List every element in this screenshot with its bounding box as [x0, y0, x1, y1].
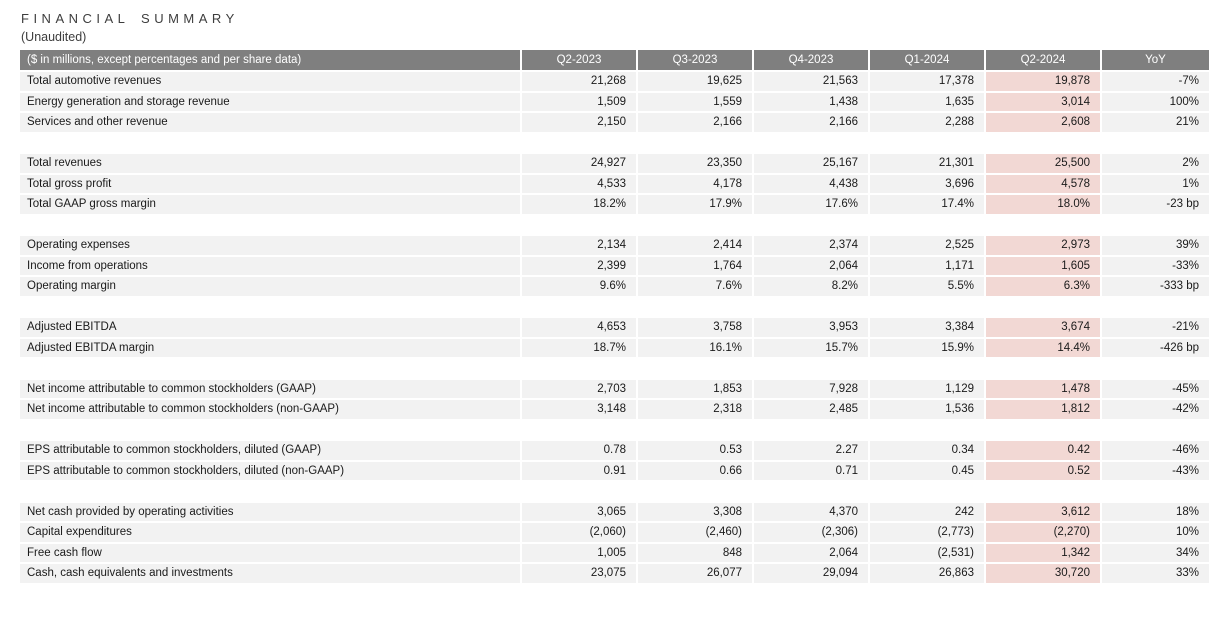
value-cell: 100%: [1102, 93, 1209, 112]
value-cell-highlighted: 4,578: [986, 175, 1100, 194]
table-body: [20, 72, 1199, 583]
value-cell: 18%: [1102, 503, 1209, 522]
table-row: [20, 236, 1199, 255]
table-row: [20, 523, 1199, 542]
value-cell-highlighted: 3,674: [986, 318, 1100, 337]
table-row: [20, 503, 1199, 522]
table-row: [20, 462, 1199, 481]
value-cell: 5.5%: [870, 277, 984, 296]
value-cell: 18.7%: [522, 339, 636, 358]
value-cell: -46%: [1102, 441, 1209, 460]
header-col-q2-2023: Q2-2023: [522, 50, 636, 70]
value-cell: 1,129: [870, 380, 984, 399]
value-cell: 2,166: [754, 113, 868, 132]
value-cell: -426 bp: [1102, 339, 1209, 358]
row-label-cell: Total revenues: [20, 154, 520, 173]
value-cell: 21,301: [870, 154, 984, 173]
value-cell: 1,764: [638, 257, 752, 276]
value-cell: 24,927: [522, 154, 636, 173]
value-cell: 2%: [1102, 154, 1209, 173]
value-cell: 3,953: [754, 318, 868, 337]
value-cell: 8.2%: [754, 277, 868, 296]
value-cell-highlighted: 18.0%: [986, 195, 1100, 214]
row-label-cell: EPS attributable to common stockholders, diluted (non-GAAP): [20, 462, 520, 481]
value-cell: 2,288: [870, 113, 984, 132]
value-cell: 4,370: [754, 503, 868, 522]
value-cell: -42%: [1102, 400, 1209, 419]
value-cell: (2,060): [522, 523, 636, 542]
value-cell-highlighted: 25,500: [986, 154, 1100, 173]
value-cell: 4,178: [638, 175, 752, 194]
value-cell: 0.34: [870, 441, 984, 460]
value-cell: 23,075: [522, 564, 636, 583]
value-cell: 2.27: [754, 441, 868, 460]
value-cell: 1,171: [870, 257, 984, 276]
table-row: [20, 175, 1199, 194]
header-col-q2-2024: Q2-2024: [986, 50, 1100, 70]
row-label-cell: Total gross profit: [20, 175, 520, 194]
value-cell: 15.7%: [754, 339, 868, 358]
table-row: [20, 441, 1199, 460]
value-cell: 2,703: [522, 380, 636, 399]
value-cell: 17,378: [870, 72, 984, 91]
value-cell: 2,399: [522, 257, 636, 276]
value-cell-highlighted: 19,878: [986, 72, 1100, 91]
value-cell-highlighted: 6.3%: [986, 277, 1100, 296]
row-label-cell: Adjusted EBITDA margin: [20, 339, 520, 358]
value-cell: 18.2%: [522, 195, 636, 214]
value-cell: 2,166: [638, 113, 752, 132]
spacer-row: [20, 359, 1199, 378]
value-cell: 0.91: [522, 462, 636, 481]
value-cell: (2,460): [638, 523, 752, 542]
value-cell: 2,414: [638, 236, 752, 255]
value-cell: (2,531): [870, 544, 984, 563]
table-row: [20, 544, 1199, 563]
table-header-row: [20, 50, 1199, 70]
spacer-row: [20, 134, 1199, 153]
value-cell: 0.71: [754, 462, 868, 481]
row-label-cell: EPS attributable to common stockholders, diluted (GAAP): [20, 441, 520, 460]
value-cell: 21,268: [522, 72, 636, 91]
header-col-q1-2024: Q1-2024: [870, 50, 984, 70]
value-cell: 1,005: [522, 544, 636, 563]
row-label-cell: Operating expenses: [20, 236, 520, 255]
table-row: [20, 113, 1199, 132]
value-cell-highlighted: 3,612: [986, 503, 1100, 522]
value-cell: 2,525: [870, 236, 984, 255]
value-cell: 21,563: [754, 72, 868, 91]
value-cell: 21%: [1102, 113, 1209, 132]
value-cell-highlighted: 1,478: [986, 380, 1100, 399]
value-cell: -43%: [1102, 462, 1209, 481]
value-cell: 3,696: [870, 175, 984, 194]
financial-table: [20, 50, 1199, 585]
value-cell: 0.45: [870, 462, 984, 481]
header-col-q4-2023: Q4-2023: [754, 50, 868, 70]
value-cell: 1,559: [638, 93, 752, 112]
value-cell: 0.66: [638, 462, 752, 481]
value-cell: 3,065: [522, 503, 636, 522]
value-cell-highlighted: 30,720: [986, 564, 1100, 583]
value-cell: 2,064: [754, 257, 868, 276]
row-label-cell: Income from operations: [20, 257, 520, 276]
value-cell: 7,928: [754, 380, 868, 399]
row-label-cell: Cash, cash equivalents and investments: [20, 564, 520, 583]
value-cell: -333 bp: [1102, 277, 1209, 296]
value-cell: 242: [870, 503, 984, 522]
value-cell-highlighted: 1,342: [986, 544, 1100, 563]
value-cell: 2,150: [522, 113, 636, 132]
table-row: [20, 93, 1199, 112]
value-cell-highlighted: 2,973: [986, 236, 1100, 255]
value-cell: 33%: [1102, 564, 1209, 583]
value-cell: 3,148: [522, 400, 636, 419]
value-cell: 39%: [1102, 236, 1209, 255]
value-cell-highlighted: 2,608: [986, 113, 1100, 132]
value-cell: 4,533: [522, 175, 636, 194]
value-cell: 26,863: [870, 564, 984, 583]
value-cell: 1,853: [638, 380, 752, 399]
spacer-row: [20, 421, 1199, 440]
table-row: [20, 339, 1199, 358]
value-cell: 3,758: [638, 318, 752, 337]
row-label-cell: Total automotive revenues: [20, 72, 520, 91]
value-cell: -45%: [1102, 380, 1209, 399]
value-cell: 19,625: [638, 72, 752, 91]
table-row: [20, 400, 1199, 419]
table-row: [20, 318, 1199, 337]
value-cell: 23,350: [638, 154, 752, 173]
value-cell: 2,064: [754, 544, 868, 563]
value-cell: 0.78: [522, 441, 636, 460]
value-cell: (2,306): [754, 523, 868, 542]
row-label-cell: Net income attributable to common stockholders (non-GAAP): [20, 400, 520, 419]
value-cell: 1,536: [870, 400, 984, 419]
value-cell: 17.9%: [638, 195, 752, 214]
value-cell: 3,384: [870, 318, 984, 337]
page-title: FINANCIAL SUMMARY: [21, 11, 239, 26]
value-cell: 1%: [1102, 175, 1209, 194]
value-cell: 3,308: [638, 503, 752, 522]
value-cell: -23 bp: [1102, 195, 1209, 214]
value-cell: 4,653: [522, 318, 636, 337]
value-cell: 848: [638, 544, 752, 563]
spacer-row: [20, 482, 1199, 501]
value-cell: 0.53: [638, 441, 752, 460]
value-cell: 17.6%: [754, 195, 868, 214]
value-cell: 2,485: [754, 400, 868, 419]
header-units-label: ($ in millions, except percentages and per share data): [20, 50, 520, 70]
value-cell: 1,509: [522, 93, 636, 112]
value-cell: 29,094: [754, 564, 868, 583]
table-row: [20, 72, 1199, 91]
header-col-yoy: YoY: [1102, 50, 1209, 70]
value-cell: 2,374: [754, 236, 868, 255]
value-cell-highlighted: 3,014: [986, 93, 1100, 112]
table-row: [20, 154, 1199, 173]
row-label-cell: Free cash flow: [20, 544, 520, 563]
value-cell: -7%: [1102, 72, 1209, 91]
value-cell: 7.6%: [638, 277, 752, 296]
row-label-cell: Net cash provided by operating activities: [20, 503, 520, 522]
value-cell: -21%: [1102, 318, 1209, 337]
value-cell: 2,134: [522, 236, 636, 255]
value-cell-highlighted: 1,812: [986, 400, 1100, 419]
value-cell: (2,773): [870, 523, 984, 542]
row-label-cell: Energy generation and storage revenue: [20, 93, 520, 112]
value-cell: 9.6%: [522, 277, 636, 296]
value-cell-highlighted: 1,605: [986, 257, 1100, 276]
value-cell-highlighted: 0.42: [986, 441, 1100, 460]
table-row: [20, 277, 1199, 296]
value-cell-highlighted: (2,270): [986, 523, 1100, 542]
row-label-cell: Adjusted EBITDA: [20, 318, 520, 337]
value-cell-highlighted: 0.52: [986, 462, 1100, 481]
value-cell: 10%: [1102, 523, 1209, 542]
header-col-q3-2023: Q3-2023: [638, 50, 752, 70]
spacer-row: [20, 216, 1199, 235]
row-label-cell: Services and other revenue: [20, 113, 520, 132]
row-label-cell: Operating margin: [20, 277, 520, 296]
row-label-cell: Capital expenditures: [20, 523, 520, 542]
value-cell: 26,077: [638, 564, 752, 583]
value-cell: 16.1%: [638, 339, 752, 358]
row-label-cell: Total GAAP gross margin: [20, 195, 520, 214]
page-subtitle: (Unaudited): [21, 30, 87, 44]
value-cell: 1,635: [870, 93, 984, 112]
value-cell: 25,167: [754, 154, 868, 173]
value-cell: 2,318: [638, 400, 752, 419]
table-row: [20, 195, 1199, 214]
table-row: [20, 380, 1199, 399]
value-cell: -33%: [1102, 257, 1209, 276]
table-row: [20, 564, 1199, 583]
value-cell: 1,438: [754, 93, 868, 112]
value-cell: 17.4%: [870, 195, 984, 214]
value-cell-highlighted: 14.4%: [986, 339, 1100, 358]
value-cell: 4,438: [754, 175, 868, 194]
value-cell: 34%: [1102, 544, 1209, 563]
table-row: [20, 257, 1199, 276]
spacer-row: [20, 298, 1199, 317]
value-cell: 15.9%: [870, 339, 984, 358]
row-label-cell: Net income attributable to common stockholders (GAAP): [20, 380, 520, 399]
